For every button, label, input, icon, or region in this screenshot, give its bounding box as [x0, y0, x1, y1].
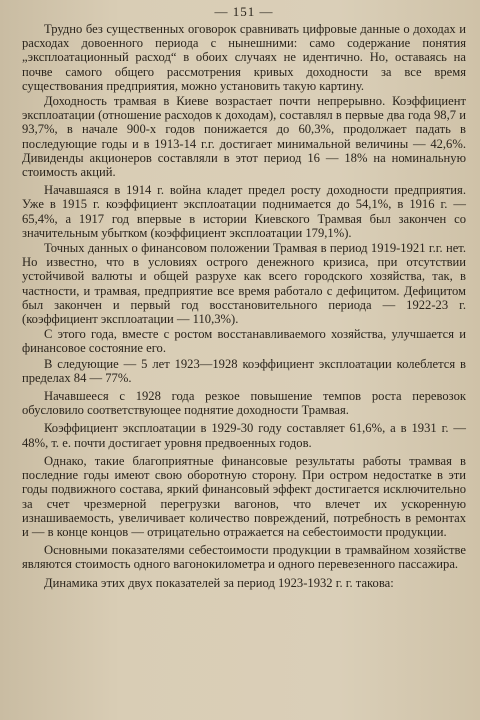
paragraph-1: Трудно без существенных оговорок сравнивать цифровые данные о доходах и расходах довоенного периода с нынешними: само содержание понятия „эксплоатационный расход“ в обоих случаях не идентично. Но, оставаясь на почве самого общего рассмотрения кривых доходности за все время существования предприятия, можно установить такую картину. [22, 22, 466, 93]
paragraph-11: Динамика этих двух показателей за период 1923-1932 г. г. такова: [44, 575, 394, 590]
paragraph-3: Начавшаяся в 1914 г. война кладет предел росту доходности предприятия. Уже в 1915 г. коэффициент эксплоатации поднимается до 54,1%, в 1916 г. — 65,4%, а 1917 год впервые в истории Киевского Трамвая был закончен со значительным убытком (коэффициент эксплоатации 179,1%). [22, 183, 466, 240]
paragraph-5: С этого года, вместе с ростом восстанавливаемого хозяйства, улучшается и финансовое состояние его. [22, 327, 466, 356]
paragraph-10: Основными показателями себестоимости продукции в трамвайном хозяйстве являются стоимость одного вагонокилометра и одного перевезенного пассажира. [22, 543, 466, 572]
paragraph-4: Точных данных о финансовом положении Трамвая в период 1919-1921 г.г. нет. Но известно, что в условиях острого денежного кризиса, при отсутствии устойчивой валюты и общей разрухе как всего городского хозяйства, так, в частности, и трамвая, предприятие все время работало с дефицитом. Дефицитом был закончен и первый год восстановительного периода — 1922-23 г. (коэффициент эксплоатации — 110,3%). [22, 241, 466, 327]
paragraph-7: Начавшееся с 1928 года резкое повышение темпов роста перевозок обусловило соответствующее поднятие доходности Трамвая. [22, 389, 466, 418]
paragraph-6: В следующие — 5 лет 1923—1928 коэффициент эксплоатации колеблется в пределах 84 — 77%. [22, 356, 466, 385]
page-number: — 151 — [214, 4, 274, 19]
paragraph-2: Доходность трамвая в Киеве возрастает почти непрерывно. Коэффициент эксплоатации (отношение расходов к доходам), составлял в первые два года 98,7 и 93,7%, в начале 900-х годов понижается до 60,3%, продолжает падать в последующие годы и в 1913-14 г.г. достигает минимальной величины — 42,6%. Дивиденды акционеров составляли в этот период 16 — 18% на номинальную стоимость акций. [22, 94, 466, 180]
paragraph-9: Однако, такие благоприятные финансовые результаты работы трамвая в последние годы имеют свою оборотную сторону. При остром недостатке в эти годы подвижного состава, яркий финансовый эффект достигается исключительно за счет чрезмерной перегрузки вагонов, что влечет их ускоренную изнашиваемость, увеличивает количество повреждений, потребность в ремонтах и — в конце концов — отрицательно отражается на себестоимости продукции. [22, 453, 466, 539]
paragraph-8: Коэффициент эксплоатации в 1929-30 году составляет 61,6%, а в 1931 г. — 48%, т. е. почти достигает уровня предвоенных годов. [22, 421, 466, 450]
